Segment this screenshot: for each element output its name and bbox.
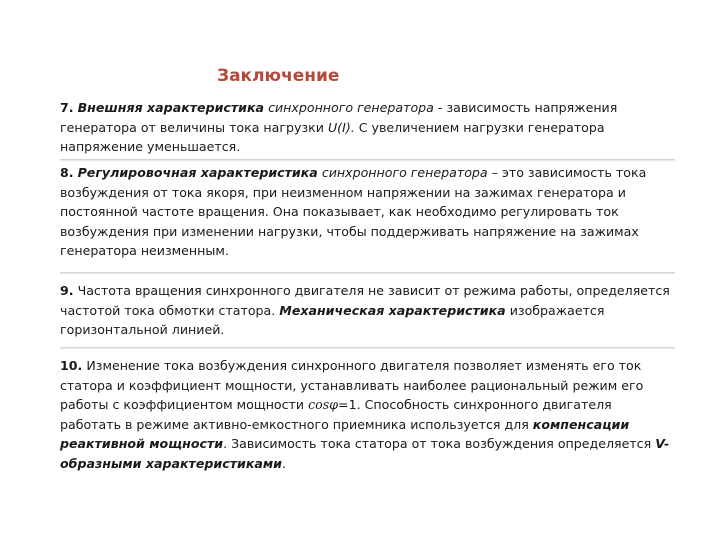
paragraph-10 bbox=[60, 356, 675, 473]
term-reactive-power-compensation: компенсации реактивной мощности bbox=[60, 416, 630, 451]
term-external-characteristic: Внешняя характеристика bbox=[77, 100, 265, 115]
formula-u-i: U(I). bbox=[327, 119, 355, 135]
term-v-shaped-characteristics: V-образными характеристиками bbox=[60, 436, 670, 471]
term-regulating-characteristic: Регулировочная характеристика bbox=[77, 165, 318, 180]
paragraph-text: изображается горизонтальной линией. bbox=[60, 302, 605, 337]
formula-cos-phi: cosφ bbox=[308, 397, 339, 412]
term-mechanical-characteristic: Механическая характеристика bbox=[279, 302, 506, 318]
paragraph-text: – это зависимость тока возбуждения от тока якоря, при неизменном напряжении на зажимах генератора и постоянной частоте вращения. Она показывает, как необходимо регулировать ток возбуждения при изменении нагрузки, чтобы поддерживать напряжение на зажимах генератора неизменным. bbox=[60, 165, 647, 258]
paragraph-7 bbox=[60, 98, 675, 157]
term-synchronous-generator: синхронного генератора bbox=[321, 165, 488, 180]
separator-line bbox=[60, 272, 675, 273]
paragraph-number: 8. bbox=[60, 165, 74, 180]
paragraph-text: Изменение тока возбуждения синхронного двигателя позволяет изменять его ток статора и коэффициент мощности, устанавливать наиболее рациональный режим его работы с коэффициентом мощности bbox=[60, 358, 644, 412]
separator-line bbox=[60, 159, 675, 160]
paragraph-text: Частота вращения синхронного двигателя не зависит от режима работы, определяется частотой тока обмотки статора. bbox=[60, 283, 670, 318]
paragraph-text: - зависимость напряжения генератора от величины тока нагрузки bbox=[60, 100, 618, 135]
slide-title: Заключение bbox=[217, 66, 340, 86]
paragraph-text: С увеличением нагрузки генератора напряжение уменьшается. bbox=[60, 119, 605, 154]
paragraph-text: . bbox=[281, 455, 286, 471]
paragraph-text: . Зависимость тока статора от тока возбуждения определяется bbox=[223, 436, 652, 451]
separator-line bbox=[60, 347, 675, 348]
paragraph-text: =1. Способность синхронного двигателя работать в режиме активно-емкостного приемника используется для bbox=[60, 397, 612, 432]
paragraph-number: 7. bbox=[60, 100, 74, 115]
paragraph-number: 10. bbox=[60, 358, 83, 373]
paragraph-9 bbox=[60, 281, 675, 340]
paragraph-number: 9. bbox=[60, 283, 74, 298]
paragraph-8 bbox=[60, 163, 675, 261]
term-synchronous-generator: синхронного генератора bbox=[268, 100, 434, 115]
